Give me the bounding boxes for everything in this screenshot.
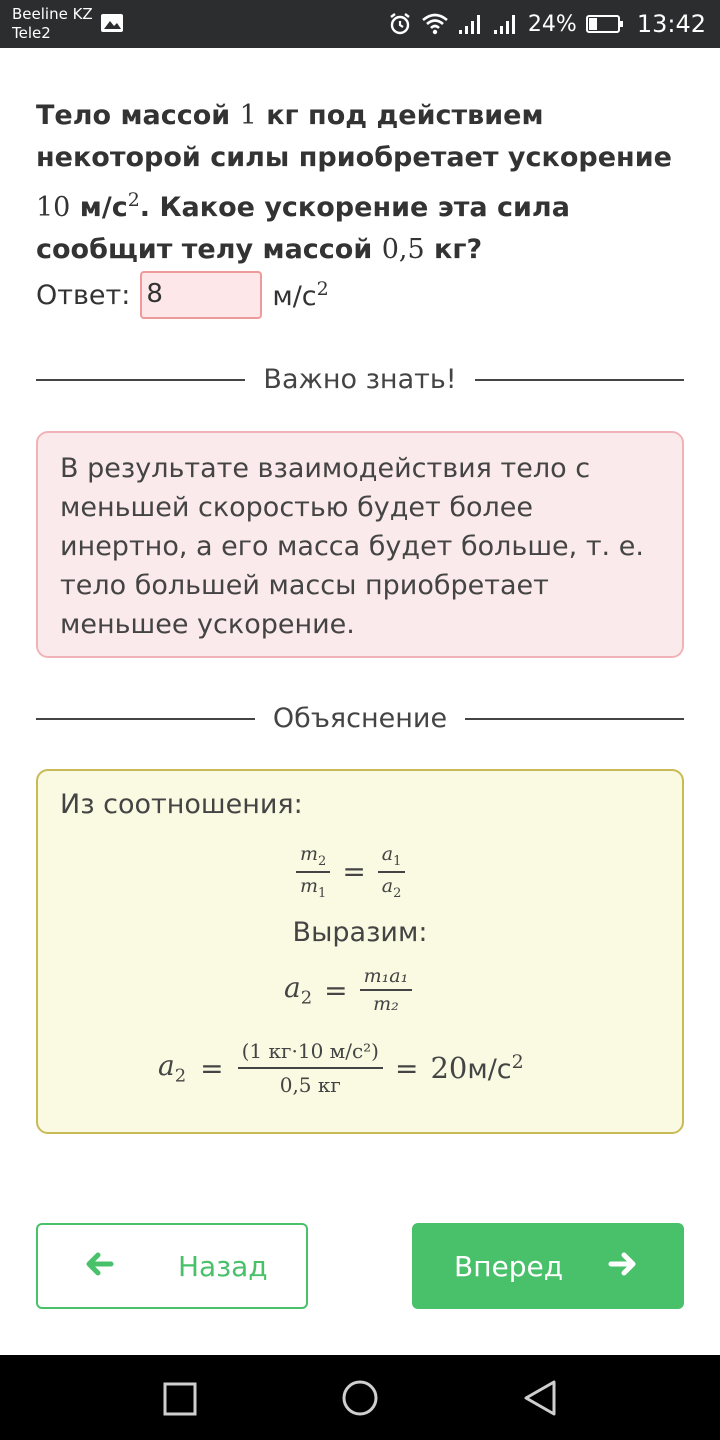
arrow-left-icon: [84, 1249, 114, 1279]
question-mass-2: 0,5: [381, 234, 425, 265]
question-part-2: кг под действием некоторой силы приобретает ускорение: [36, 100, 672, 173]
explanation-divider: [36, 703, 684, 734]
back-button-label: Назад: [178, 1250, 268, 1283]
battery-icon: [586, 14, 624, 34]
back-button[interactable]: [36, 1223, 308, 1309]
formula-express: [284, 965, 412, 1015]
equals-sign: =: [394, 1051, 419, 1085]
next-button-label: Вперед: [454, 1250, 564, 1283]
clock: 13:42: [636, 10, 706, 38]
ratio-rden-symbol: a: [381, 874, 394, 897]
battery-percentage: 24%: [527, 11, 577, 37]
carrier-info: [12, 5, 93, 43]
divider-line-right: [465, 718, 684, 720]
explanation-express: Выразим:: [292, 917, 428, 948]
system-navigation-bar: [0, 1355, 720, 1440]
wifi-icon: [421, 13, 449, 35]
home-icon[interactable]: [341, 1379, 379, 1417]
answer-unit: [272, 278, 328, 312]
divider-line-left: [36, 718, 255, 720]
numeric-denominator: 0,5 кг: [279, 1073, 341, 1097]
explanation-intro: Из соотношения:: [60, 789, 303, 820]
next-button[interactable]: [412, 1223, 684, 1309]
back-nav-icon[interactable]: [522, 1379, 558, 1417]
important-note-box: [36, 431, 684, 658]
question-acceleration: 10: [36, 192, 71, 223]
answer-input[interactable]: 8: [140, 271, 262, 319]
numeric-fraction: [238, 1039, 383, 1097]
important-note-text: В результате взаимодействия тело с меньшей скоростью будет более инертно, а его масса будет больше, т. е. тело большей массы приобретает меньшее ускорение.: [60, 453, 644, 640]
question-text: [36, 95, 686, 271]
gallery-icon: [100, 13, 124, 33]
question-accel-exponent: 2: [127, 189, 140, 211]
carrier-line-2: Tele2: [12, 24, 51, 42]
formula-ratio: [296, 843, 405, 901]
ratio-den-sub: 1: [318, 885, 327, 901]
formula-lhs: [284, 971, 312, 1009]
alarm-icon: [388, 12, 412, 36]
answer-unit-exponent: 2: [316, 278, 329, 300]
lhs-symbol: a: [158, 1049, 175, 1083]
arrow-right-icon: [608, 1249, 638, 1279]
answer-unit-text: м/с: [272, 281, 317, 312]
numeric-numerator: (1 кг·10 м/с²): [238, 1039, 383, 1069]
explanation-box: [36, 769, 684, 1134]
equals-sign: =: [324, 973, 348, 1007]
signal-icon-sim2: [493, 13, 519, 35]
result-unit-exponent: 2: [511, 1051, 524, 1073]
divider-line-right: [475, 379, 684, 381]
carrier-line-1: Beeline KZ: [12, 5, 93, 23]
ratio-rnum-symbol: a: [381, 843, 394, 865]
question-part-4: кг?: [424, 234, 483, 265]
recent-apps-icon[interactable]: [163, 1382, 197, 1416]
divider-line-left: [36, 379, 245, 381]
result-unit-text: м/с: [467, 1054, 512, 1085]
express-denominator: m₂: [373, 993, 399, 1015]
answer-row: [36, 270, 329, 320]
numeric-result-unit: [467, 1051, 523, 1085]
ratio-rden-sub: 2: [393, 885, 402, 901]
answer-label: Ответ:: [36, 279, 131, 311]
ratio-num-sub: 2: [318, 853, 327, 869]
formula-ratio-left: [296, 843, 330, 901]
ratio-den-symbol: m: [300, 874, 319, 897]
lhs-sub: 2: [300, 987, 313, 1009]
important-divider: [36, 364, 684, 395]
ratio-num-symbol: m: [300, 843, 319, 865]
status-bar: [0, 0, 720, 48]
signal-icon-sim1: [458, 13, 484, 35]
express-numerator: m₁a₁: [360, 965, 413, 991]
question-accel-unit: м/с: [70, 192, 128, 223]
question-part-1: Тело массой: [36, 100, 240, 131]
explanation-title: Объяснение: [272, 703, 448, 734]
equals-sign: =: [200, 1051, 224, 1085]
status-icons: [388, 0, 706, 48]
question-mass-1: 1: [239, 100, 257, 131]
question-part-3: . Какое ускорение эта сила сообщит телу массой: [36, 192, 570, 265]
formula-express-fraction: [360, 965, 413, 1015]
formula-ratio-right: [378, 843, 406, 901]
lhs-sub: 2: [174, 1065, 187, 1087]
ratio-rnum-sub: 1: [393, 853, 402, 869]
lhs-symbol: a: [284, 971, 301, 1005]
formula-numeric: [158, 1039, 524, 1097]
formula-lhs: [158, 1049, 186, 1087]
important-title: Важно знать!: [263, 364, 457, 395]
equals-sign: =: [342, 855, 366, 889]
numeric-result: 20: [430, 1051, 468, 1085]
